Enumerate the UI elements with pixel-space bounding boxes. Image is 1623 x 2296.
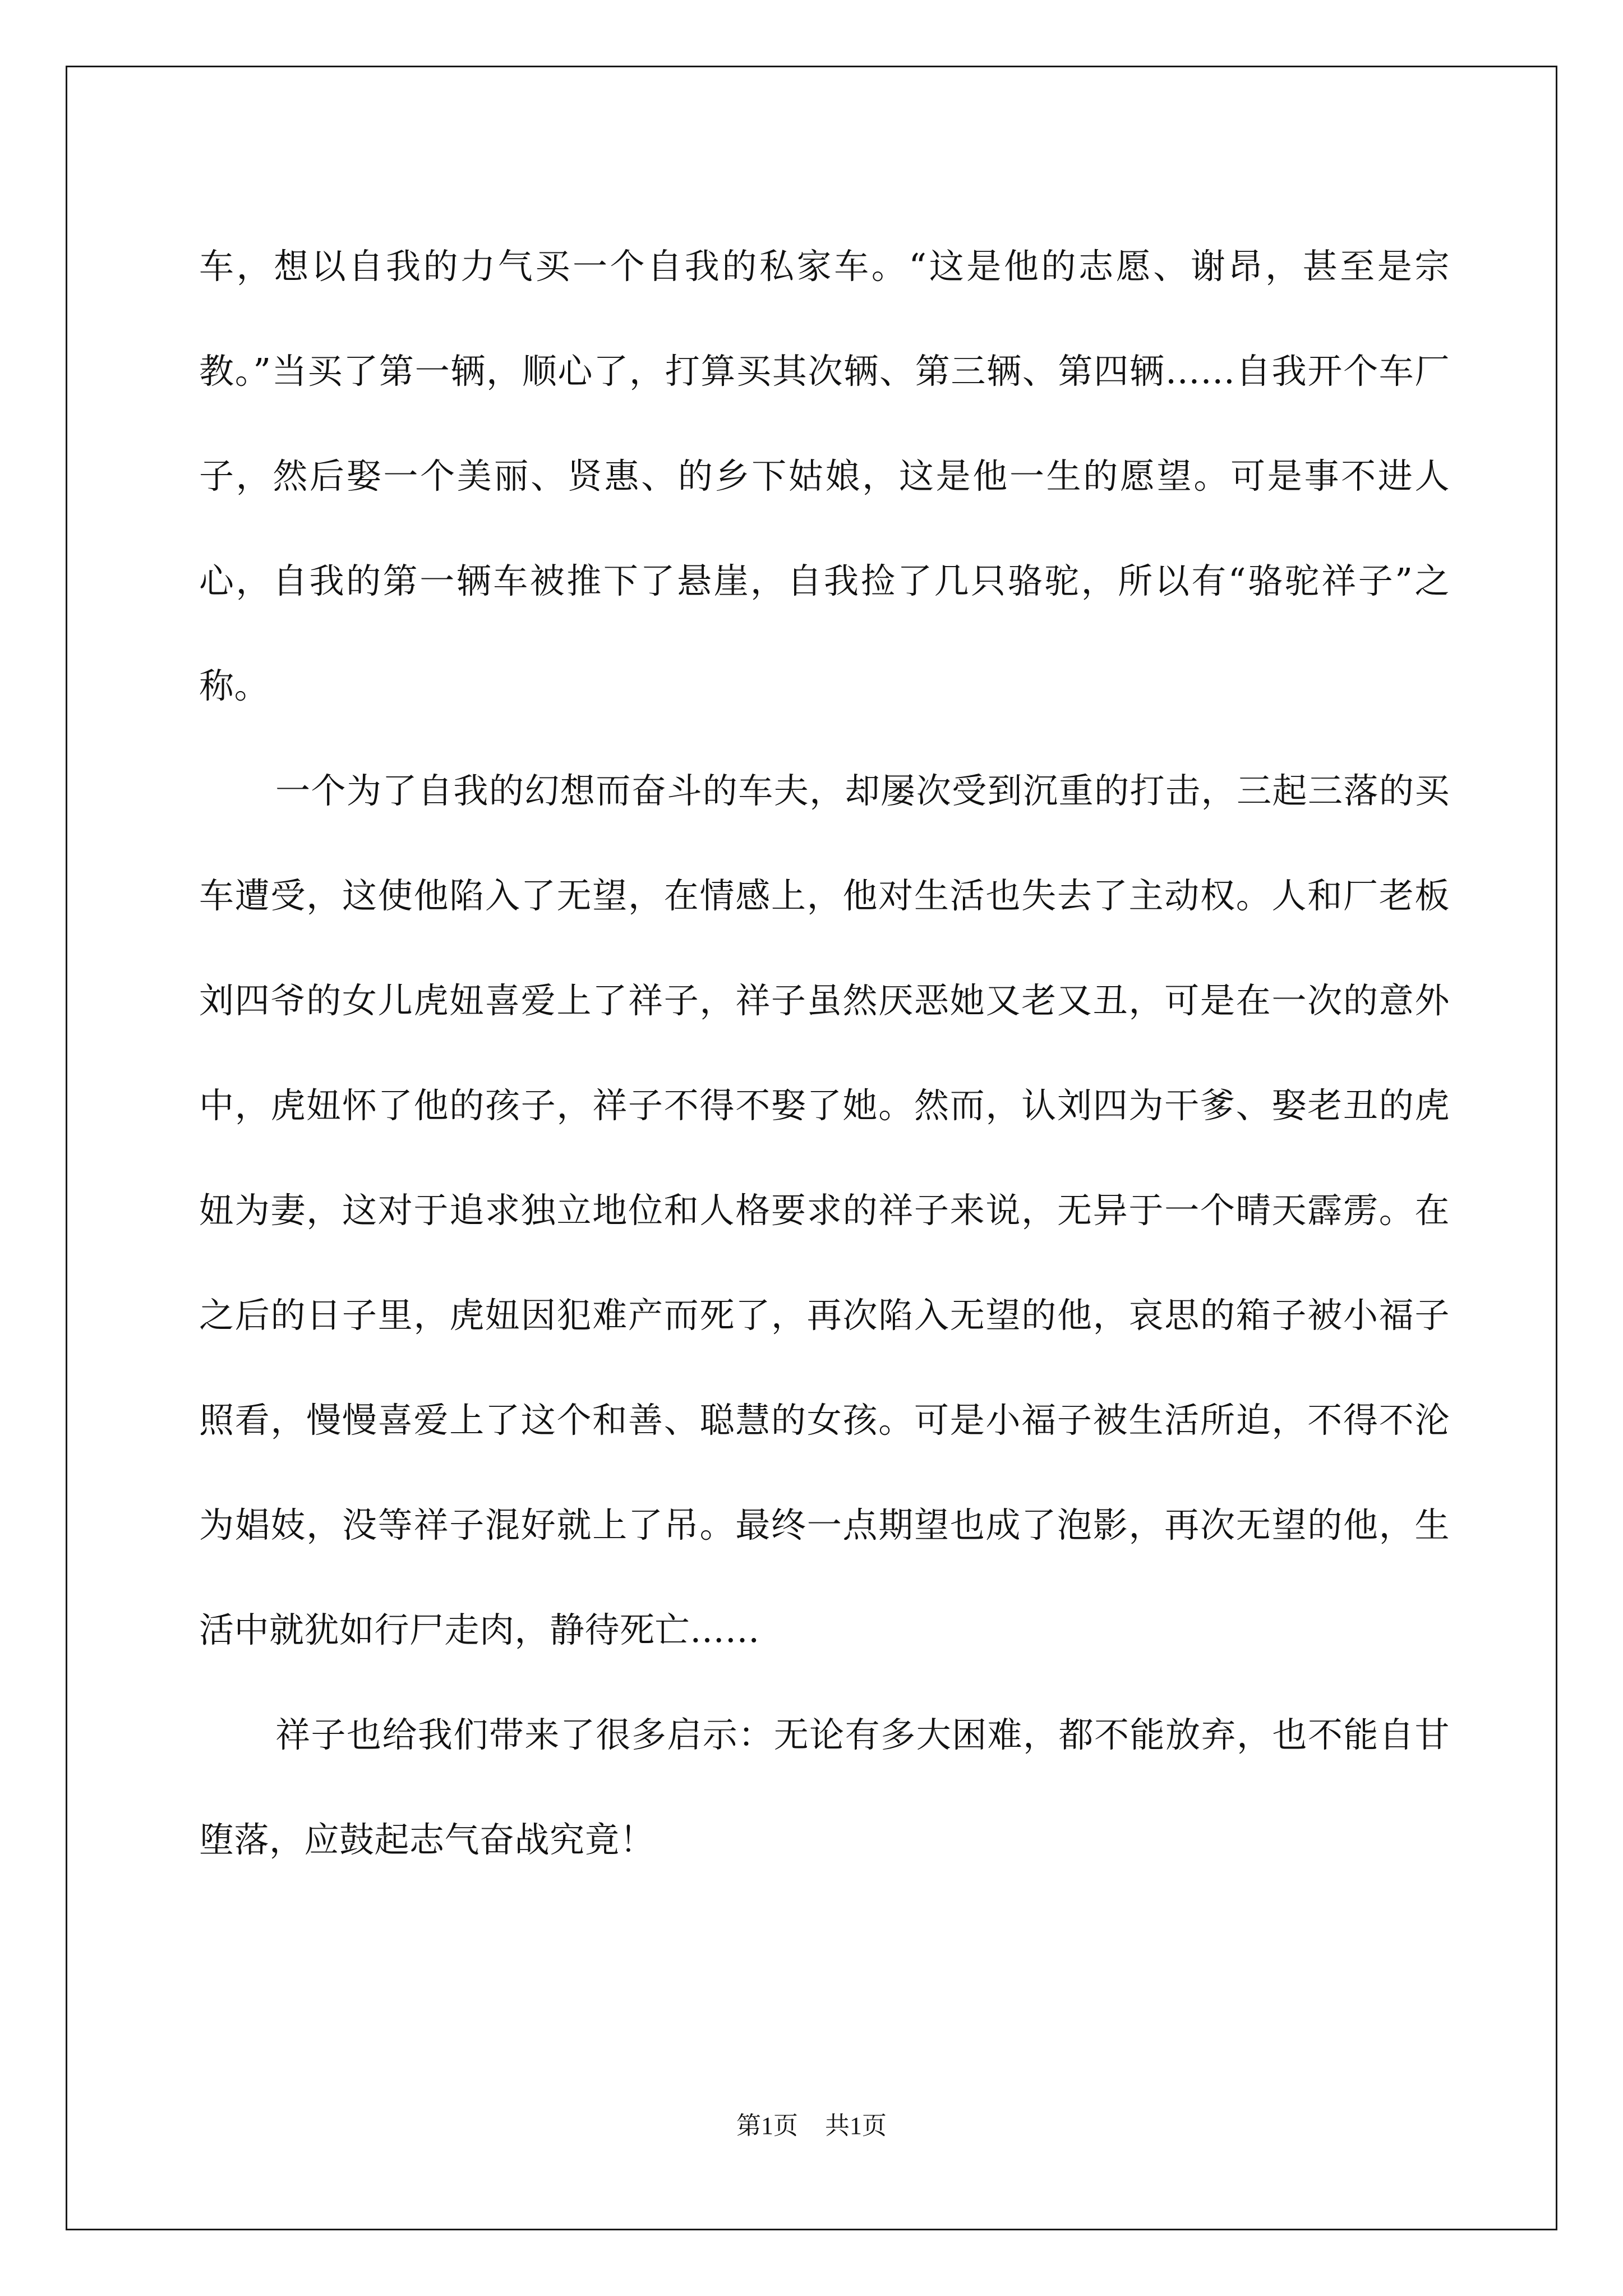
paragraph-3: 祥子也给我们带来了很多启示：无论有多大困难，都不能放弃，也不能自甘堕落，应鼓起志气奋战究竟！ bbox=[199, 1714, 1450, 1860]
paragraph-2: 一个为了自我的幻想而奋斗的车夫，却屡次受到沉重的打击，三起三落的买车遭受，这使他陷入了无望，在情感上，他对生活也失去了主动权。人和厂老板刘四爷的女儿虎妞喜爱上了祥子，祥子虽然厌恶她又老又丑，可是在一次的意外中，虎妞怀了他的孩子，祥子不得不娶了她。然而，认刘四为干爹、娶老丑的虎妞为妻，这对于追求独立地位和人格要求的祥子来说，无异于一个晴天霹雳。在之后的日子里，虎妞因犯难产而死了，再次陷入无望的他，哀思的箱子被小福子照看，慢慢喜爱上了这个和善、聪慧的女孩。可是小福子被生活所迫，不得不沦为娼妓，没等祥子混好就上了吊。最终一点期望也成了泡影，再次无望的他，生活中就犹如行尸走肉，静待死亡…… bbox=[199, 770, 1450, 1650]
document-body bbox=[199, 214, 1450, 1892]
page-footer bbox=[0, 2109, 1623, 2143]
page-total: 共1页 bbox=[825, 2112, 887, 2139]
paragraph-1: 车，想以自我的力气买一个自我的私家车。“这是他的志愿、谢昂，甚至是宗教。”当买了第一辆，顺心了，打算买其次辆、第三辆、第四辆……自我开个车厂子，然后娶一个美丽、贤惠、的乡下姑娘，这是他一生的愿望。可是事不进人心，自我的第一辆车被推下了悬崖，自我捡了几只骆驼，所以有“骆驼祥子”之称。 bbox=[199, 246, 1450, 706]
page-number: 第1页 bbox=[736, 2112, 798, 2139]
